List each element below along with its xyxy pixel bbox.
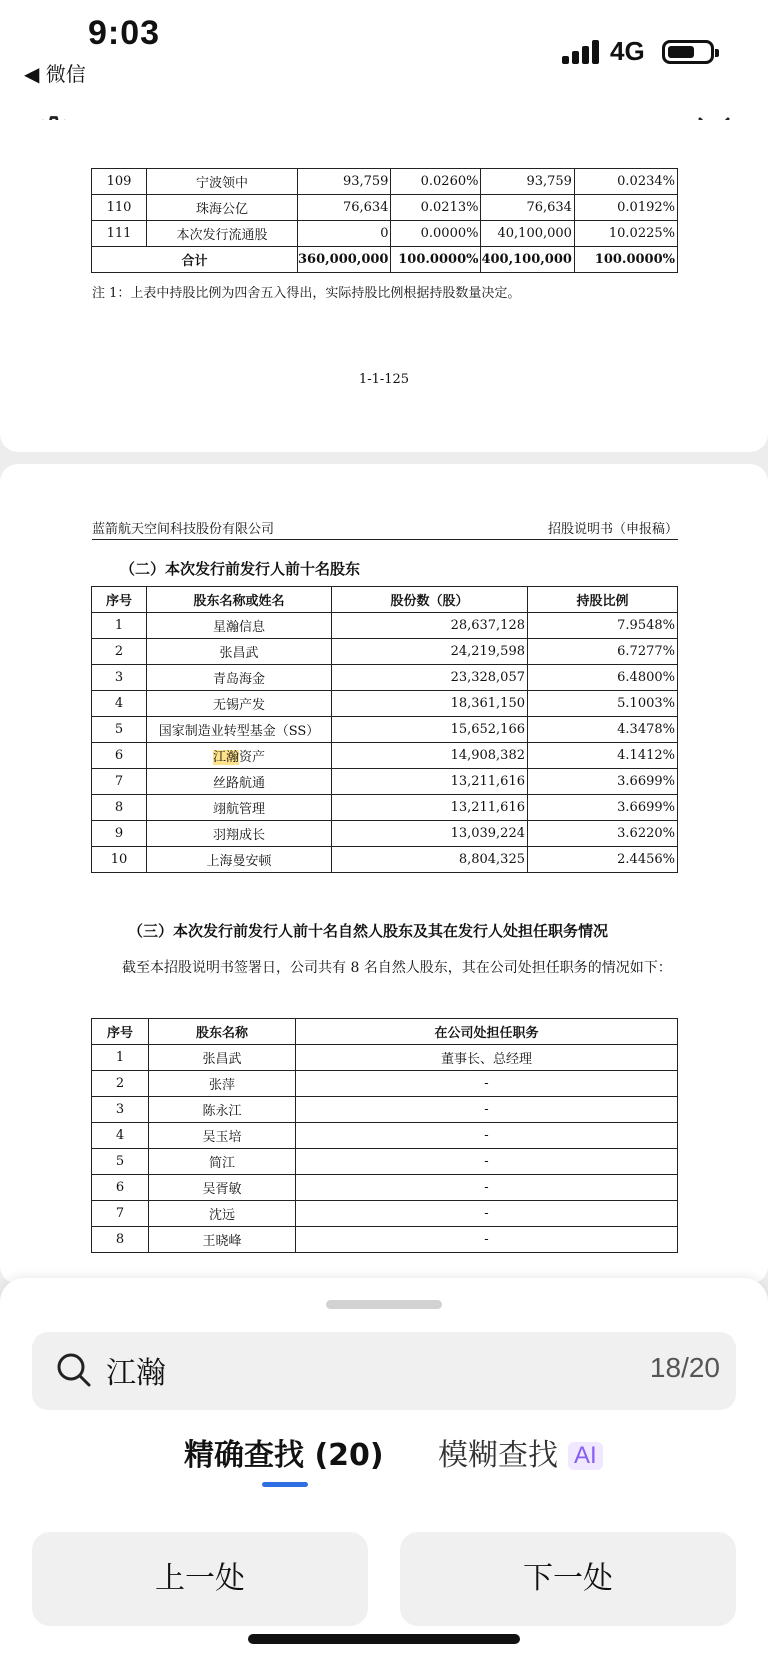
table-row: 3 青岛海金 23,328,057 6.4800% — [92, 665, 678, 691]
table-total-row: 合计 360,000,000 100.0000% 400,100,000 100.0000% — [92, 247, 678, 273]
search-sheet — [0, 1278, 768, 1663]
document-name: 招股说明书（申报稿） — [547, 522, 678, 537]
table-row: 111 本次发行流通股 0 0.0000% 40,100,000 10.0225% — [92, 221, 678, 247]
match-counter: 18/20 — [649, 1352, 720, 1383]
tab-exact-search[interactable]: 精确查找 (20) — [184, 1438, 384, 1473]
page-number: 1-1-125 — [358, 372, 410, 387]
document-page-2 — [0, 464, 768, 1284]
search-bar[interactable] — [32, 1332, 736, 1410]
section-paragraph: 截至本招股说明书签署日，公司共有 8 名自然人股东，其在公司处担任职务的情况如下： — [122, 960, 672, 976]
sheet-drag-handle[interactable] — [326, 1300, 442, 1309]
table-row: 110 珠海公亿 76,634 0.0213% 76,634 0.0192% — [92, 195, 678, 221]
table-row: 9 羽翔成长 13,039,224 3.6220% — [92, 821, 678, 847]
table-row: 4 无锡产发 18,361,150 5.1003% — [92, 691, 678, 717]
table-row: 2 张昌武 24,219,598 6.7277% — [92, 639, 678, 665]
table-row: 109 宁波领中 93,759 0.0260% 93,759 0.0234% — [92, 169, 678, 195]
table-note: 注 1：上表中持股比例为四舍五入得出，实际持股比例根据持股数量决定。 — [92, 286, 521, 301]
share-table-end — [91, 168, 678, 273]
ai-badge: AI — [568, 1442, 603, 1470]
document-page-1 — [0, 120, 768, 452]
company-name: 蓝箭航天空间科技股份有限公司 — [92, 522, 275, 537]
table-row: 1 张昌武 董事长、总经理 — [92, 1045, 678, 1071]
table-row: 5 简江 - — [92, 1149, 678, 1175]
status-bar — [0, 0, 768, 95]
table-row: 3 陈永江 - — [92, 1097, 678, 1123]
next-match-button[interactable]: 下一处 — [400, 1532, 736, 1626]
status-time: 9:03 — [88, 14, 161, 52]
table-row: 8 王晓峰 - — [92, 1227, 678, 1253]
table-row: 6 江瀚资产 14,908,382 4.1412% — [92, 743, 678, 769]
search-input[interactable] — [106, 1346, 506, 1394]
back-to-app-link[interactable]: ◀ 微信 — [24, 62, 86, 86]
table-row: 2 张萍 - — [92, 1071, 678, 1097]
table-row: 6 吴胥敏 - — [92, 1175, 678, 1201]
search-icon — [56, 1352, 92, 1388]
table-row: 7 沈远 - — [92, 1201, 678, 1227]
table-row: 8 翊航管理 13,211,616 3.6699% — [92, 795, 678, 821]
table-row: 1 星瀚信息 28,637,128 7.9548% — [92, 613, 678, 639]
search-highlight: 江瀚 — [212, 750, 239, 765]
active-tab-indicator — [262, 1482, 308, 1487]
previous-match-button[interactable]: 上一处 — [32, 1532, 368, 1626]
section-title-natural-persons: （三）本次发行前发行人前十名自然人股东及其在发行人处担任职务情况 — [128, 922, 609, 940]
natural-person-table — [91, 1018, 678, 1253]
table-row: 4 吴玉培 - — [92, 1123, 678, 1149]
network-type: 4G — [610, 36, 645, 66]
table-header-row: 序号 股东名称 在公司处担任职务 — [92, 1019, 678, 1045]
table-row: 7 丝路航通 13,211,616 3.6699% — [92, 769, 678, 795]
section-title-top10: （二）本次发行前发行人前十名股东 — [120, 560, 361, 578]
table-header-row: 序号 股东名称或姓名 股份数（股） 持股比例 — [92, 587, 678, 613]
top10-shareholders-table — [91, 586, 678, 873]
table-row: 5 国家制造业转型基金（SS） 15,652,166 4.3478% — [92, 717, 678, 743]
signal-icon — [562, 38, 602, 64]
battery-icon — [662, 40, 714, 64]
tab-fuzzy-search[interactable]: 模糊查找 AI — [438, 1430, 603, 1474]
page-header — [92, 518, 678, 540]
home-indicator[interactable] — [248, 1634, 520, 1644]
table-row: 10 上海曼安顿 8,804,325 2.4456% — [92, 847, 678, 873]
